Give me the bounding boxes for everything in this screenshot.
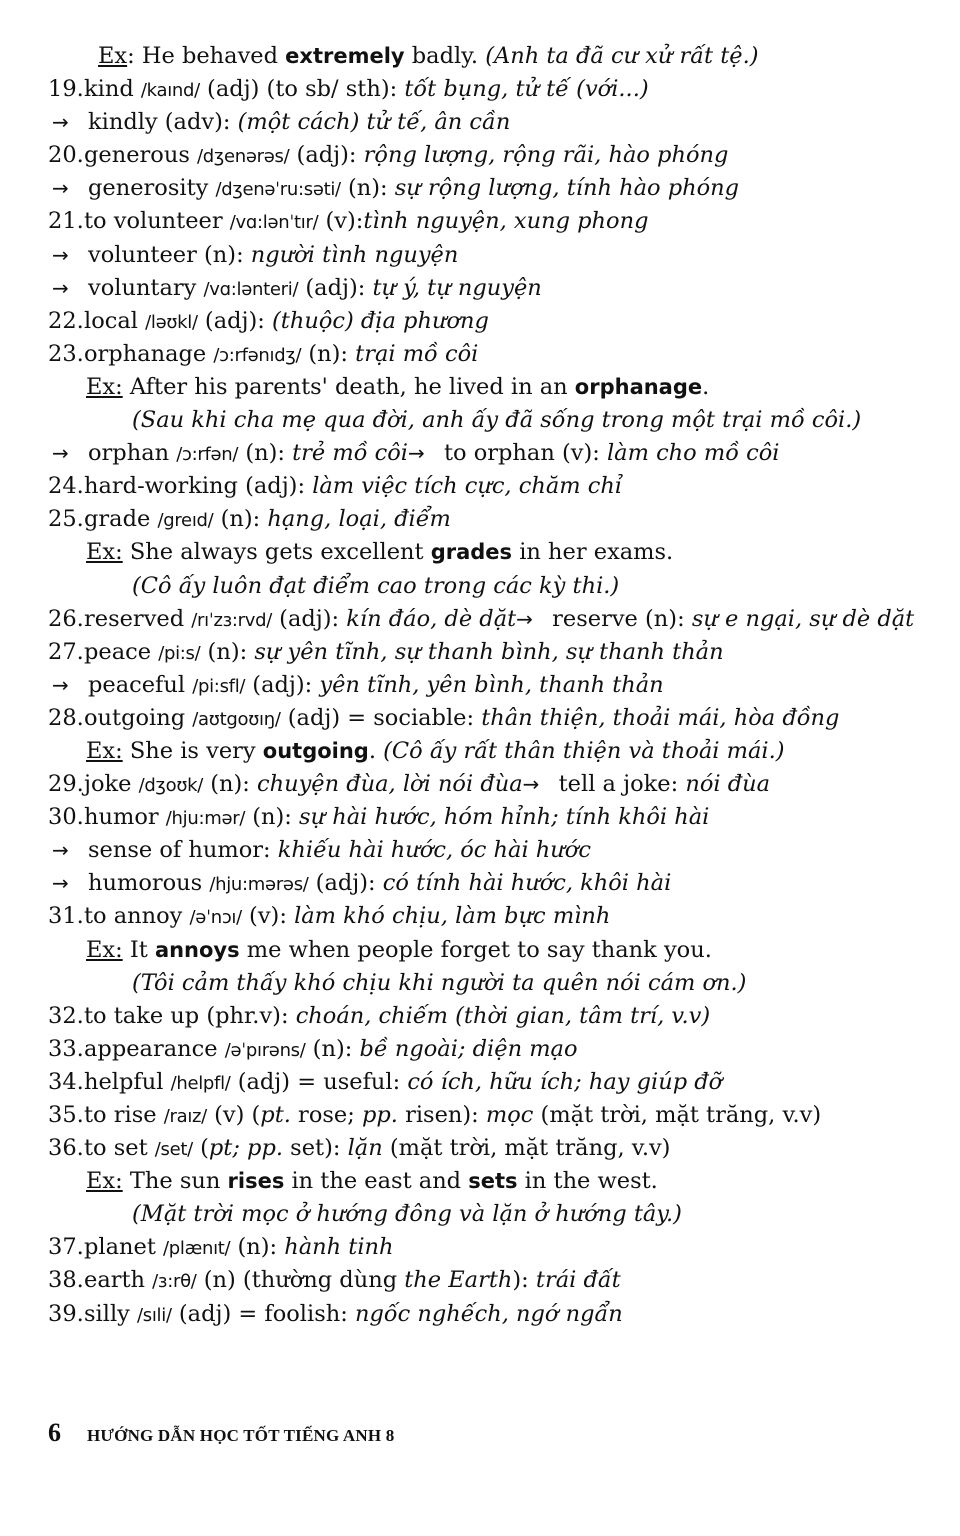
text-segment: (v):: [241, 903, 295, 930]
example-label: Ex:: [86, 373, 123, 400]
pronunciation: /əˈpırəns/: [224, 1039, 306, 1061]
vietnamese-text: (Cô ấy rất thân thiện và thoải mái.): [383, 737, 785, 764]
book-title: HƯỚNG DẪN HỌC TỐT TIẾNG ANH 8: [87, 1426, 395, 1445]
text-segment: kindly (adv):: [88, 109, 238, 136]
vietnamese-text: trại mồ côi: [355, 340, 479, 367]
entry-number: 21.: [48, 208, 84, 235]
text-segment: (adj):: [289, 142, 364, 169]
arrow-icon: →: [52, 275, 69, 300]
pronunciation: /vɑ:lənteri/: [203, 278, 299, 300]
vietnamese-text: có ích, hữu ích; hay giúp đỡ: [407, 1068, 723, 1095]
pronunciation: /greıd/: [157, 510, 214, 532]
vietnamese-text: choán, chiếm (thời gian, tâm trí, v.v): [295, 1002, 711, 1029]
text-segment: After his parents' death, he lived in an: [122, 373, 575, 400]
vocab-entry: [0, 801, 960, 834]
pronunciation: /set/: [154, 1139, 193, 1161]
text-segment: .: [702, 373, 710, 400]
text-segment: in her exams.: [512, 539, 674, 566]
text-segment: ):: [512, 1267, 536, 1294]
text-segment: The sun: [122, 1168, 228, 1195]
text-segment: (n):: [230, 1234, 285, 1261]
text-segment: rose;: [290, 1102, 362, 1128]
text-segment: generosity: [88, 175, 216, 202]
text-segment: kind: [84, 76, 141, 103]
text-segment: : He behaved: [127, 43, 286, 69]
example-sentence: [0, 735, 960, 768]
pronunciation: /kaınd/: [140, 80, 200, 102]
vietnamese-text: mọc: [485, 1102, 534, 1128]
pronunciation: /ləʊkl/: [145, 311, 198, 333]
text-segment: peace: [84, 638, 159, 665]
entry-number: 30.: [48, 804, 84, 831]
pronunciation: /plænıt/: [163, 1238, 231, 1260]
text-segment: (adj) (to sb/ sth):: [199, 76, 405, 103]
vocab-entry: [0, 205, 960, 238]
vocab-entry: [0, 1000, 960, 1033]
text-segment: risen):: [397, 1102, 486, 1128]
vietnamese-text: pp.: [361, 1102, 398, 1128]
text-segment: (adj):: [272, 605, 347, 632]
vocab-entry: [0, 1033, 960, 1066]
example-sentence: [0, 536, 960, 569]
text-segment: (n) (thường dùng: [196, 1267, 405, 1294]
vietnamese-text: sự yên tĩnh, sự thanh bình, sự thanh thản: [254, 638, 724, 665]
arrow-icon: →: [516, 606, 533, 631]
vietnamese-text: pt; pp.: [208, 1135, 284, 1162]
text-segment: set):: [283, 1135, 348, 1162]
vocab-entry: [0, 139, 960, 172]
pronunciation: /pi:s/: [158, 642, 201, 664]
text-segment: outgoing: [84, 704, 193, 731]
derived-word-line: [0, 272, 960, 305]
text-segment: to rise: [84, 1102, 164, 1128]
vietnamese-text: làm việc tích cực, chăm chỉ: [312, 473, 623, 500]
text-segment: generous: [84, 142, 198, 169]
pronunciation: /aʊtgoʊıŋ/: [192, 708, 281, 730]
entry-number: 32.: [48, 1002, 84, 1029]
bold-keyword: outgoing: [262, 738, 369, 763]
bold-keyword: grades: [430, 540, 513, 565]
text-segment: (n):: [238, 440, 293, 467]
vocab-entry: [0, 503, 960, 536]
text-segment: planet: [84, 1234, 164, 1261]
vietnamese-text: lặn: [347, 1135, 383, 1162]
vietnamese-text: (Sau khi cha mẹ qua đời, anh ấy đã sống trong một trại mồ côi.): [132, 407, 862, 434]
text-segment: (mặt trời, mặt trăng, v.v): [382, 1135, 671, 1162]
entry-number: 31.: [48, 903, 84, 930]
example-sentence: [0, 1165, 960, 1198]
bold-keyword: extremely: [285, 44, 405, 68]
text-segment: (adj):: [308, 870, 383, 897]
text-segment: orphanage: [84, 340, 214, 367]
text-segment: humorous: [88, 870, 210, 897]
example-label: Ex:: [86, 936, 123, 963]
vietnamese-text: yên tĩnh, yên bình, thanh thản: [319, 671, 664, 698]
entry-number: 19.: [48, 76, 84, 103]
vocab-entry: [0, 768, 960, 801]
vietnamese-text: tự ý, tự nguyện: [372, 274, 542, 301]
vocab-entry: [0, 1264, 960, 1297]
text-segment: She is very: [122, 737, 263, 764]
derived-word-line: [0, 437, 960, 470]
bold-keyword: orphanage: [574, 374, 703, 399]
vocab-entry: [0, 338, 960, 371]
pronunciation: /raız/: [163, 1106, 207, 1127]
vocab-entry: [0, 702, 960, 735]
text-segment: to annoy: [84, 903, 190, 930]
arrow-icon: →: [52, 176, 69, 201]
text-segment: reserved: [84, 605, 192, 632]
text-segment: local: [84, 307, 146, 334]
example-translation: [0, 570, 960, 603]
pronunciation: /ɜ:rθ/: [152, 1271, 197, 1293]
arrow-icon: →: [52, 871, 69, 896]
text-segment: (adj):: [298, 274, 373, 301]
vocab-entry: [0, 1066, 960, 1099]
vocab-entry: [0, 470, 960, 503]
text-segment: silly: [84, 1300, 137, 1327]
entry-number: 22.: [48, 307, 84, 334]
text-segment: to set: [84, 1135, 155, 1162]
pronunciation: /vɑ:lənˈtır/: [229, 212, 319, 234]
text-segment: .: [368, 737, 384, 764]
vietnamese-text: tốt bụng, tử tế (với...): [404, 76, 649, 103]
text-segment: me when people forget to say thank you.: [239, 936, 712, 963]
vocabulary-list: [0, 40, 960, 1331]
pronunciation: /hju:mərəs/: [209, 874, 309, 896]
text-segment: peaceful: [88, 671, 193, 698]
text-segment: (adj) = useful:: [230, 1068, 408, 1095]
entry-number: 33.: [48, 1035, 84, 1062]
vocab-entry: [0, 1132, 960, 1165]
example-label: Ex:: [86, 539, 123, 566]
vocab-entry: [0, 1298, 960, 1331]
vocab-entry: [0, 603, 960, 636]
bold-keyword: sets: [468, 1169, 518, 1194]
text-segment: (mặt trời, mặt trăng, v.v): [533, 1102, 822, 1128]
vietnamese-text: người tình nguyện: [250, 241, 459, 268]
vietnamese-text: làm cho mồ côi: [606, 440, 780, 467]
pronunciation: /helpfl/: [170, 1072, 231, 1094]
derived-word-line: [0, 239, 960, 272]
vietnamese-text: nói đùa: [685, 771, 771, 798]
text-segment: sense of humor:: [88, 837, 278, 864]
arrow-icon: →: [52, 672, 69, 697]
entry-number: 36.: [48, 1135, 84, 1162]
arrow-icon: →: [52, 441, 69, 466]
text-segment: in the west.: [517, 1168, 658, 1195]
text-segment: in the east and: [284, 1168, 469, 1195]
text-segment: (: [192, 1135, 209, 1162]
vietnamese-text: bề ngoài; diện mạo: [359, 1035, 578, 1062]
arrow-icon: →: [522, 772, 540, 797]
vietnamese-text: hạng, loại, điểm: [267, 506, 451, 533]
vietnamese-text: có tính hài hước, khôi hài: [382, 870, 672, 897]
derived-word-line: [0, 669, 960, 702]
vietnamese-text: (Tôi cảm thấy khó chịu khi người ta quên nói cám ơn.): [132, 969, 747, 996]
vietnamese-text: trái đất: [535, 1267, 621, 1294]
example-sentence: [0, 371, 960, 404]
entry-number: 35.: [48, 1102, 84, 1128]
text-segment: orphan: [88, 440, 177, 467]
bold-keyword: annoys: [154, 937, 240, 962]
vietnamese-text: (thuộc) địa phương: [272, 307, 489, 334]
entry-number: 28.: [48, 704, 84, 731]
vietnamese-text: kín đáo, dè dặt: [346, 605, 517, 632]
text-segment: (n):: [305, 1035, 360, 1062]
vietnamese-text: trẻ mồ côi: [292, 440, 408, 467]
vocab-entry: [0, 636, 960, 669]
vocab-entry: [0, 1099, 960, 1132]
derived-word-line: [0, 172, 960, 205]
pronunciation: /əˈnɔı/: [189, 907, 242, 929]
arrow-icon: →: [52, 242, 69, 267]
text-segment: (n):: [213, 506, 268, 533]
derived-word-line: [0, 834, 960, 867]
vietnamese-text: ngốc nghếch, ngớ ngẩn: [354, 1300, 623, 1327]
text-segment: joke: [84, 771, 139, 798]
entry-number: 39.: [48, 1300, 84, 1327]
text-segment: (adj):: [245, 671, 320, 698]
text-segment: (n):: [245, 804, 300, 831]
text-segment: volunteer (n):: [88, 241, 251, 268]
vietnamese-text: rộng lượng, rộng rãi, hào phóng: [363, 142, 729, 169]
text-segment: (n):: [203, 771, 257, 798]
vocab-entry: [0, 73, 960, 106]
vietnamese-text: sự e ngại, sự dè dặt: [691, 605, 915, 632]
entry-number: 25.: [48, 506, 84, 533]
entry-number: 23.: [48, 340, 84, 367]
bold-keyword: rises: [227, 1169, 285, 1194]
pronunciation: /ɔ:rfənıdʒ/: [213, 344, 302, 366]
text-segment: (n):: [200, 638, 255, 665]
text-segment: helpful: [84, 1068, 171, 1095]
vietnamese-text: hành tinh: [284, 1234, 394, 1261]
entry-number: 24.: [48, 473, 84, 500]
entry-number: 20.: [48, 142, 84, 169]
entry-number: 29.: [48, 771, 84, 798]
derived-word-line: [0, 106, 960, 139]
arrow-icon: →: [52, 838, 69, 863]
derived-word-line: [0, 867, 960, 900]
pronunciation: /sıli/: [137, 1304, 172, 1326]
entry-number: 37.: [48, 1234, 84, 1261]
example-translation: [0, 404, 960, 437]
text-segment: to volunteer: [84, 208, 230, 235]
vocab-entry: [0, 305, 960, 338]
entry-number: 27.: [48, 638, 84, 665]
pronunciation: /dʒenəˈru:səti/: [215, 179, 341, 201]
vietnamese-text: thân thiện, thoải mái, hòa đồng: [481, 704, 840, 731]
text-segment: She always gets excellent: [122, 539, 431, 566]
vietnamese-text: làm khó chịu, làm bực mình: [294, 903, 611, 930]
page-footer: [48, 1418, 394, 1448]
text-segment: grade: [84, 506, 158, 533]
text-segment: (n):: [340, 175, 395, 202]
text-segment: tell a joke:: [558, 771, 686, 798]
text-segment: (v):: [318, 208, 364, 235]
arrow-icon: →: [52, 110, 69, 135]
vietnamese-text: khiếu hài hước, óc hài hước: [277, 837, 591, 864]
text-segment: humor: [84, 804, 166, 831]
example-translation: [0, 1198, 960, 1231]
text-segment: (v) (: [206, 1102, 261, 1128]
example-sentence: [0, 934, 960, 967]
pronunciation: /dʒenərəs/: [197, 146, 290, 168]
example-label: Ex: [98, 43, 128, 69]
text-segment: (n):: [301, 340, 356, 367]
vietnamese-text: sự hài hước, hóm hỉnh; tính khôi hài: [299, 804, 710, 831]
vocab-entry: [0, 1231, 960, 1264]
pronunciation: /hju:mər/: [165, 808, 246, 830]
text-segment: hard-working (adj):: [84, 473, 313, 500]
vietnamese-text: sự rộng lượng, tính hào phóng: [394, 175, 740, 202]
vietnamese-text: tình nguyện, xung phong: [363, 208, 649, 235]
text-segment: It: [122, 936, 155, 963]
vietnamese-text: (Mặt trời mọc ở hướng đông và lặn ở hướng tây.): [132, 1201, 682, 1228]
pronunciation: /pi:sfl/: [192, 675, 246, 697]
text-segment: (adj) = foolish:: [171, 1300, 355, 1327]
vietnamese-text: (Cô ấy luôn đạt điểm cao trong các kỳ thi.): [132, 572, 620, 599]
page-number: 6: [48, 1418, 61, 1447]
text-segment: to orphan (v):: [443, 440, 607, 467]
vietnamese-text: pt.: [260, 1102, 291, 1128]
vietnamese-text: (một cách) tử tế, ân cần: [237, 109, 511, 136]
vietnamese-text: chuyện đùa, lời nói đùa: [256, 771, 523, 798]
vocab-entry: [0, 900, 960, 933]
text-segment: voluntary: [88, 274, 204, 301]
text-segment: (adj):: [197, 307, 273, 334]
text-segment: (adj) = sociable:: [280, 704, 482, 731]
entry-number: 26.: [48, 605, 84, 632]
text-segment: to take up (phr.v):: [84, 1002, 296, 1029]
vietnamese-text: (Anh ta đã cư xử rất tệ.): [485, 43, 759, 69]
arrow-icon: →: [407, 441, 425, 466]
example-label: Ex:: [86, 1168, 123, 1195]
text-segment: badly.: [404, 43, 486, 69]
entry-number: 34.: [48, 1068, 84, 1095]
text-segment: earth: [84, 1267, 153, 1294]
text-segment: appearance: [84, 1035, 225, 1062]
pronunciation: /ɔ:rfən/: [176, 444, 239, 466]
entry-number: 38.: [48, 1267, 84, 1294]
example-translation: [0, 967, 960, 1000]
pronunciation: /rıˈzɜ:rvd/: [191, 609, 273, 631]
example-label: Ex:: [86, 737, 123, 764]
pronunciation: /dʒoʊk/: [138, 775, 204, 797]
text-segment: reserve (n):: [552, 605, 692, 632]
example-sentence: [0, 40, 960, 73]
vietnamese-text: the Earth: [404, 1267, 513, 1294]
